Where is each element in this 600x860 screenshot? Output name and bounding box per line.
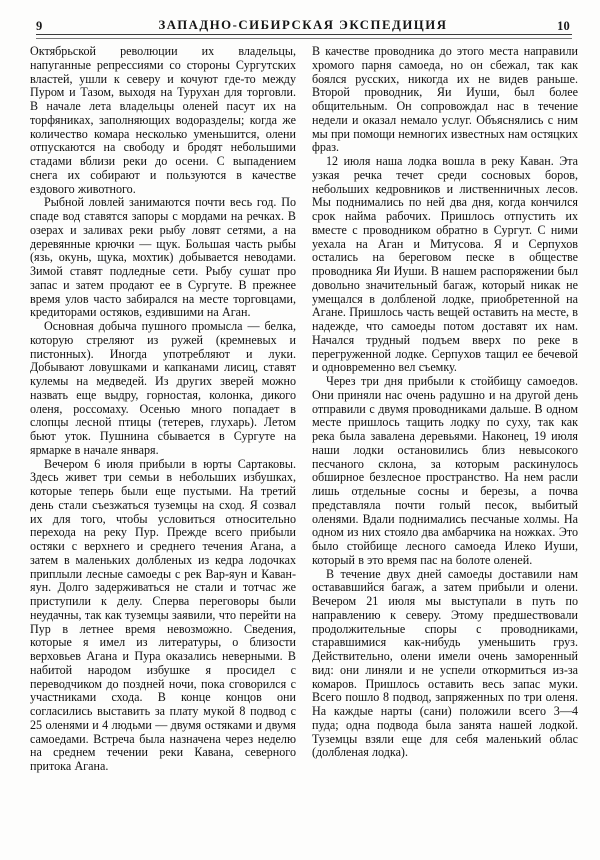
- paragraph: Через три дня прибыли к стойбищу самоедов. Они приняли нас очень радушно и на другой день отправили с двумя проводниками дальше. В одном месте пришлось тащить лодку по суху, так как река была завалена деревьями. Наконец, 19 июля наши лодки остановились близ невысокого песчаного склона, за которым раскинулось обширное безлесное пространство. На нем расли лишь отдельные сосны и березы, а почва представляла почти голый песок, выбитый оленями. Вдали поднимались песчаные холмы. На одном из них стояло два амбарчика на ножках. Это было стойбище лесного самоеда Илеко Иуши, который в это время пас на болоте оленей.: [312, 374, 578, 567]
- folio-left: 9: [36, 18, 43, 33]
- column-left: [30, 45, 296, 838]
- paragraph: Основная добыча пушного промысла — белка, которую стреляют из ружей (кремневых и пистонных). Иногда употребляют и луки. Добывают ловушками и капканами лисиц, ставят кулемы на медведей. Из других зверей можно назвать еще выдру, горностая, колонка, дикого оленя, россомаху. Осенью много попадает в слопцы лесной птицы (тетерев, глухарь). Летом бьют уток. Пушнина сбывается в Сургуте на ярмарке в начале января.: [30, 319, 296, 457]
- header-rule: [36, 34, 572, 39]
- paragraph: В течение двух дней самоеды доставили нам остававшийся багаж, а затем прибыли и олени. Вечером 21 июля мы выступали в путь по направлению к северу. Этому предшествовали продолжительные споры с проводниками, старавшимися как-нибудь уменьшить груз. Действительно, олени имели очень заморенный вид: они линяли и не успели откормиться из-за комаров. Пришлось оставить весь запас муки. Всего пошло 8 подвод, запряженных по три оленя. На каждые нарты (сани) положили всего 3—4 пуда; одна подвода была занята нашей лодкой. Туземцы взяли еще для себя маленький облас (долбленая лодка).: [312, 566, 578, 760]
- paragraph: Октябрьской революции их владельцы, напуганные репрессиями со стороны Сургутских властей, ушли к северу и кочуют где-то между Пуром и Тазом, выходя на Турухан для торговли. В начале лета владельцы оленей пасут их на торфяниках, заполняющих водоразделы; когда же количество комара несколько уменьшится, олени отпускаются на свободу и бродят небольшими стадами вблизи реки до осени. С выпадением снега их собирают и пользуются в качестве ездового животного.: [30, 44, 296, 196]
- paragraph: Рыбной ловлей занимаются почти весь год. По спаде вод ставятся запоры с мордами на речках. В озерах и заливах реки рыбу ловят сетями, а на деревянные крючки — щук. Большая часть рыбы (язь, окунь, щука, мохтик) добывается неводами. Зимой ставят подледные сети. Рыбу сушат про запас и затем продают ее в Сургуте. В прежнее время улов часто забирался на месте торговцами, кредиторами остяков, ездившими на Аган.: [30, 195, 296, 320]
- body-columns: [30, 44, 578, 838]
- running-head: [28, 10, 572, 32]
- paragraph: В качестве проводника до этого места направили хромого парня самоеда, но он сбежал, так как боялся русских, никогда их не видев раньше. Второй проводник, Яи Иуши, был более общительным. Он сопровождал нас в течение недели и оказал немало услуг. Объяснялись с ним мы при помощи немногих известных нам остяцких фраз.: [312, 44, 578, 155]
- paragraph: 12 июля наша лодка вошла в реку Каван. Эта узкая речка течет среди сосновых боров, небольших кедровников и лиственничных лесов. Мы поднимались по ней два дня, когда кончился срок найма рабочих. Пришлось отпустить их вместе с проводником обратно в Сургут. С ними уехала на Аган и Митусова. Я и Серпухов остались на берeговом песке в обществе проводника Яи Иуши. В нашем распоряжении был довольно значительный багаж, который никак не умещался в долбленой лодке, приобретенной на Агане. Пришлось часть вещей оставить на месте, в надежде, что самоеды потом доставят их нам. Начался трудный подъем вверх по реке в перегруженной лодке. Серпухов тащил ее бечевой и одновременно вел съемку.: [312, 154, 578, 375]
- column-right: [312, 45, 578, 838]
- folio-right: 10: [557, 18, 570, 33]
- paragraph: Вечером 6 июля прибыли в юрты Сартаковы. Здесь живет три семьи в небольших избушках, которые теперь были еще пустыми. На третий день стали съезжаться туземцы на сход. Я созвал их для того, чтобы условиться относительно перехода на реку Пур. Прежде всего прибыли остяки с верхнего и среднего течения Агана, а затем в маленьких долбленых из кедра лодочках приплыли лесные самоеды с рек Вар-яун и Каван-яун. Долго задерживаться не стали и тотчас же приступили к делу. Сперва переговоры были неудачны, так как туземцы заявили, что перейти на Пур в летнее время невозможно. Сведения, которые я имел из литературы, о близости верховьев Агана и Пура оказались неверными. В набитой народом избушке я просидел с переводчиком до поздней ночи, пока сговорился с участниками схода. В конце концов они согласились выставить за плату мукой 8 подвод с 25 оленями и 4 людьми — двумя остяками и двумя самоедами. Встреча была назначена через неделю на среднем течении реки Кавана, северного притока Агана.: [30, 456, 296, 773]
- page-title: ЗАПАДНО-СИБИРСКАЯ ЭКСПЕДИЦИЯ: [158, 18, 448, 33]
